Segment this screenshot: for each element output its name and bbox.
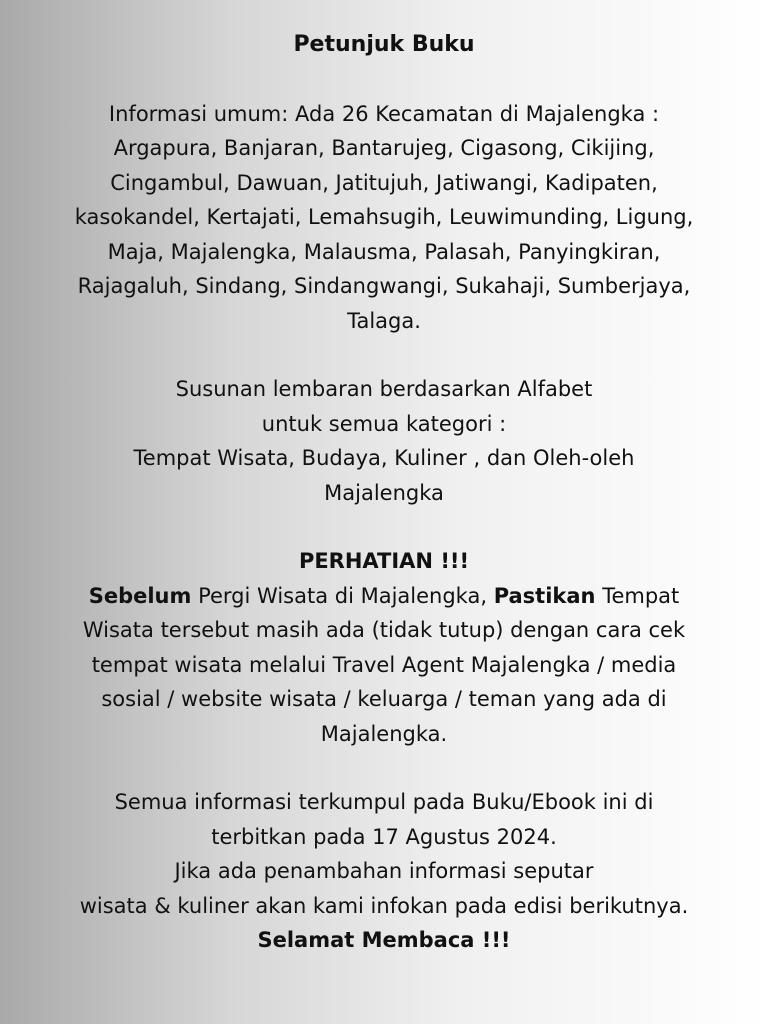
info-line: Informasi umum: Ada 26 Kecamatan di Majalengka : [108, 101, 660, 126]
warning-emphasis-before: Sebelum [88, 583, 192, 608]
info-line: Maja, Majalengka, Malausma, Palasah, Panyingkiran, [107, 239, 661, 264]
warning-text: Tempat [595, 583, 680, 608]
info-line: Argapura, Banjaran, Bantarujeg, Cigasong, Cikijing, [113, 136, 655, 160]
spacer [70, 751, 698, 785]
info-line: Rajagaluh, Sindang, Sindangwangi, Sukahaji, Sumberjaya, [77, 274, 691, 298]
warning-emphasis-ensure: Pastikan [493, 583, 596, 608]
arrangement-line: untuk semua kategori : [261, 411, 507, 436]
closing-paragraph [70, 785, 698, 958]
info-line: Cingambul, Dawuan, Jatitujuh, Jatiwangi, Kadipaten, [110, 170, 658, 195]
closing-line: wisata & kuliner akan kami infokan pada edisi berikutnya. [79, 893, 689, 918]
warning-line: tempat wisata melalui Travel Agent Majalengka / media [91, 652, 677, 677]
arrangement-line: Susunan lembaran berdasarkan Alfabet [175, 377, 593, 401]
spacer [70, 510, 698, 544]
arrangement-paragraph [70, 372, 698, 510]
spacer [70, 338, 698, 372]
warning-line: Wisata tersebut masih ada (tidak tutup) dengan cara cek [82, 618, 686, 642]
general-info-paragraph [70, 97, 698, 339]
signoff: Selamat Membaca !!! [257, 928, 511, 952]
warning-first-line [70, 579, 698, 614]
warning-line: Majalengka. [320, 721, 448, 746]
closing-line: Jika ada penambahan informasi seputar [174, 859, 594, 883]
warning-text: Pergi Wisata di Majalengka, [191, 583, 494, 608]
warning-paragraph [70, 544, 698, 751]
warning-heading: PERHATIAN !!! [298, 549, 470, 573]
warning-line: sosial / website wisata / keluarga / teman yang ada di [101, 687, 667, 711]
info-line: kasokandel, Kertajati, Lemahsugih, Leuwimunding, Ligung, [74, 205, 694, 229]
info-line: Talaga. [347, 308, 421, 333]
arrangement-line: Tempat Wisata, Budaya, Kuliner , dan Oleh-oleh [133, 446, 635, 470]
closing-line: terbitkan pada 17 Agustus 2024. [211, 824, 557, 849]
arrangement-line: Majalengka [324, 480, 444, 505]
page-title: Petunjuk Buku [293, 32, 475, 57]
closing-line: Semua informasi terkumpul pada Buku/Ebook ini di [114, 790, 654, 814]
